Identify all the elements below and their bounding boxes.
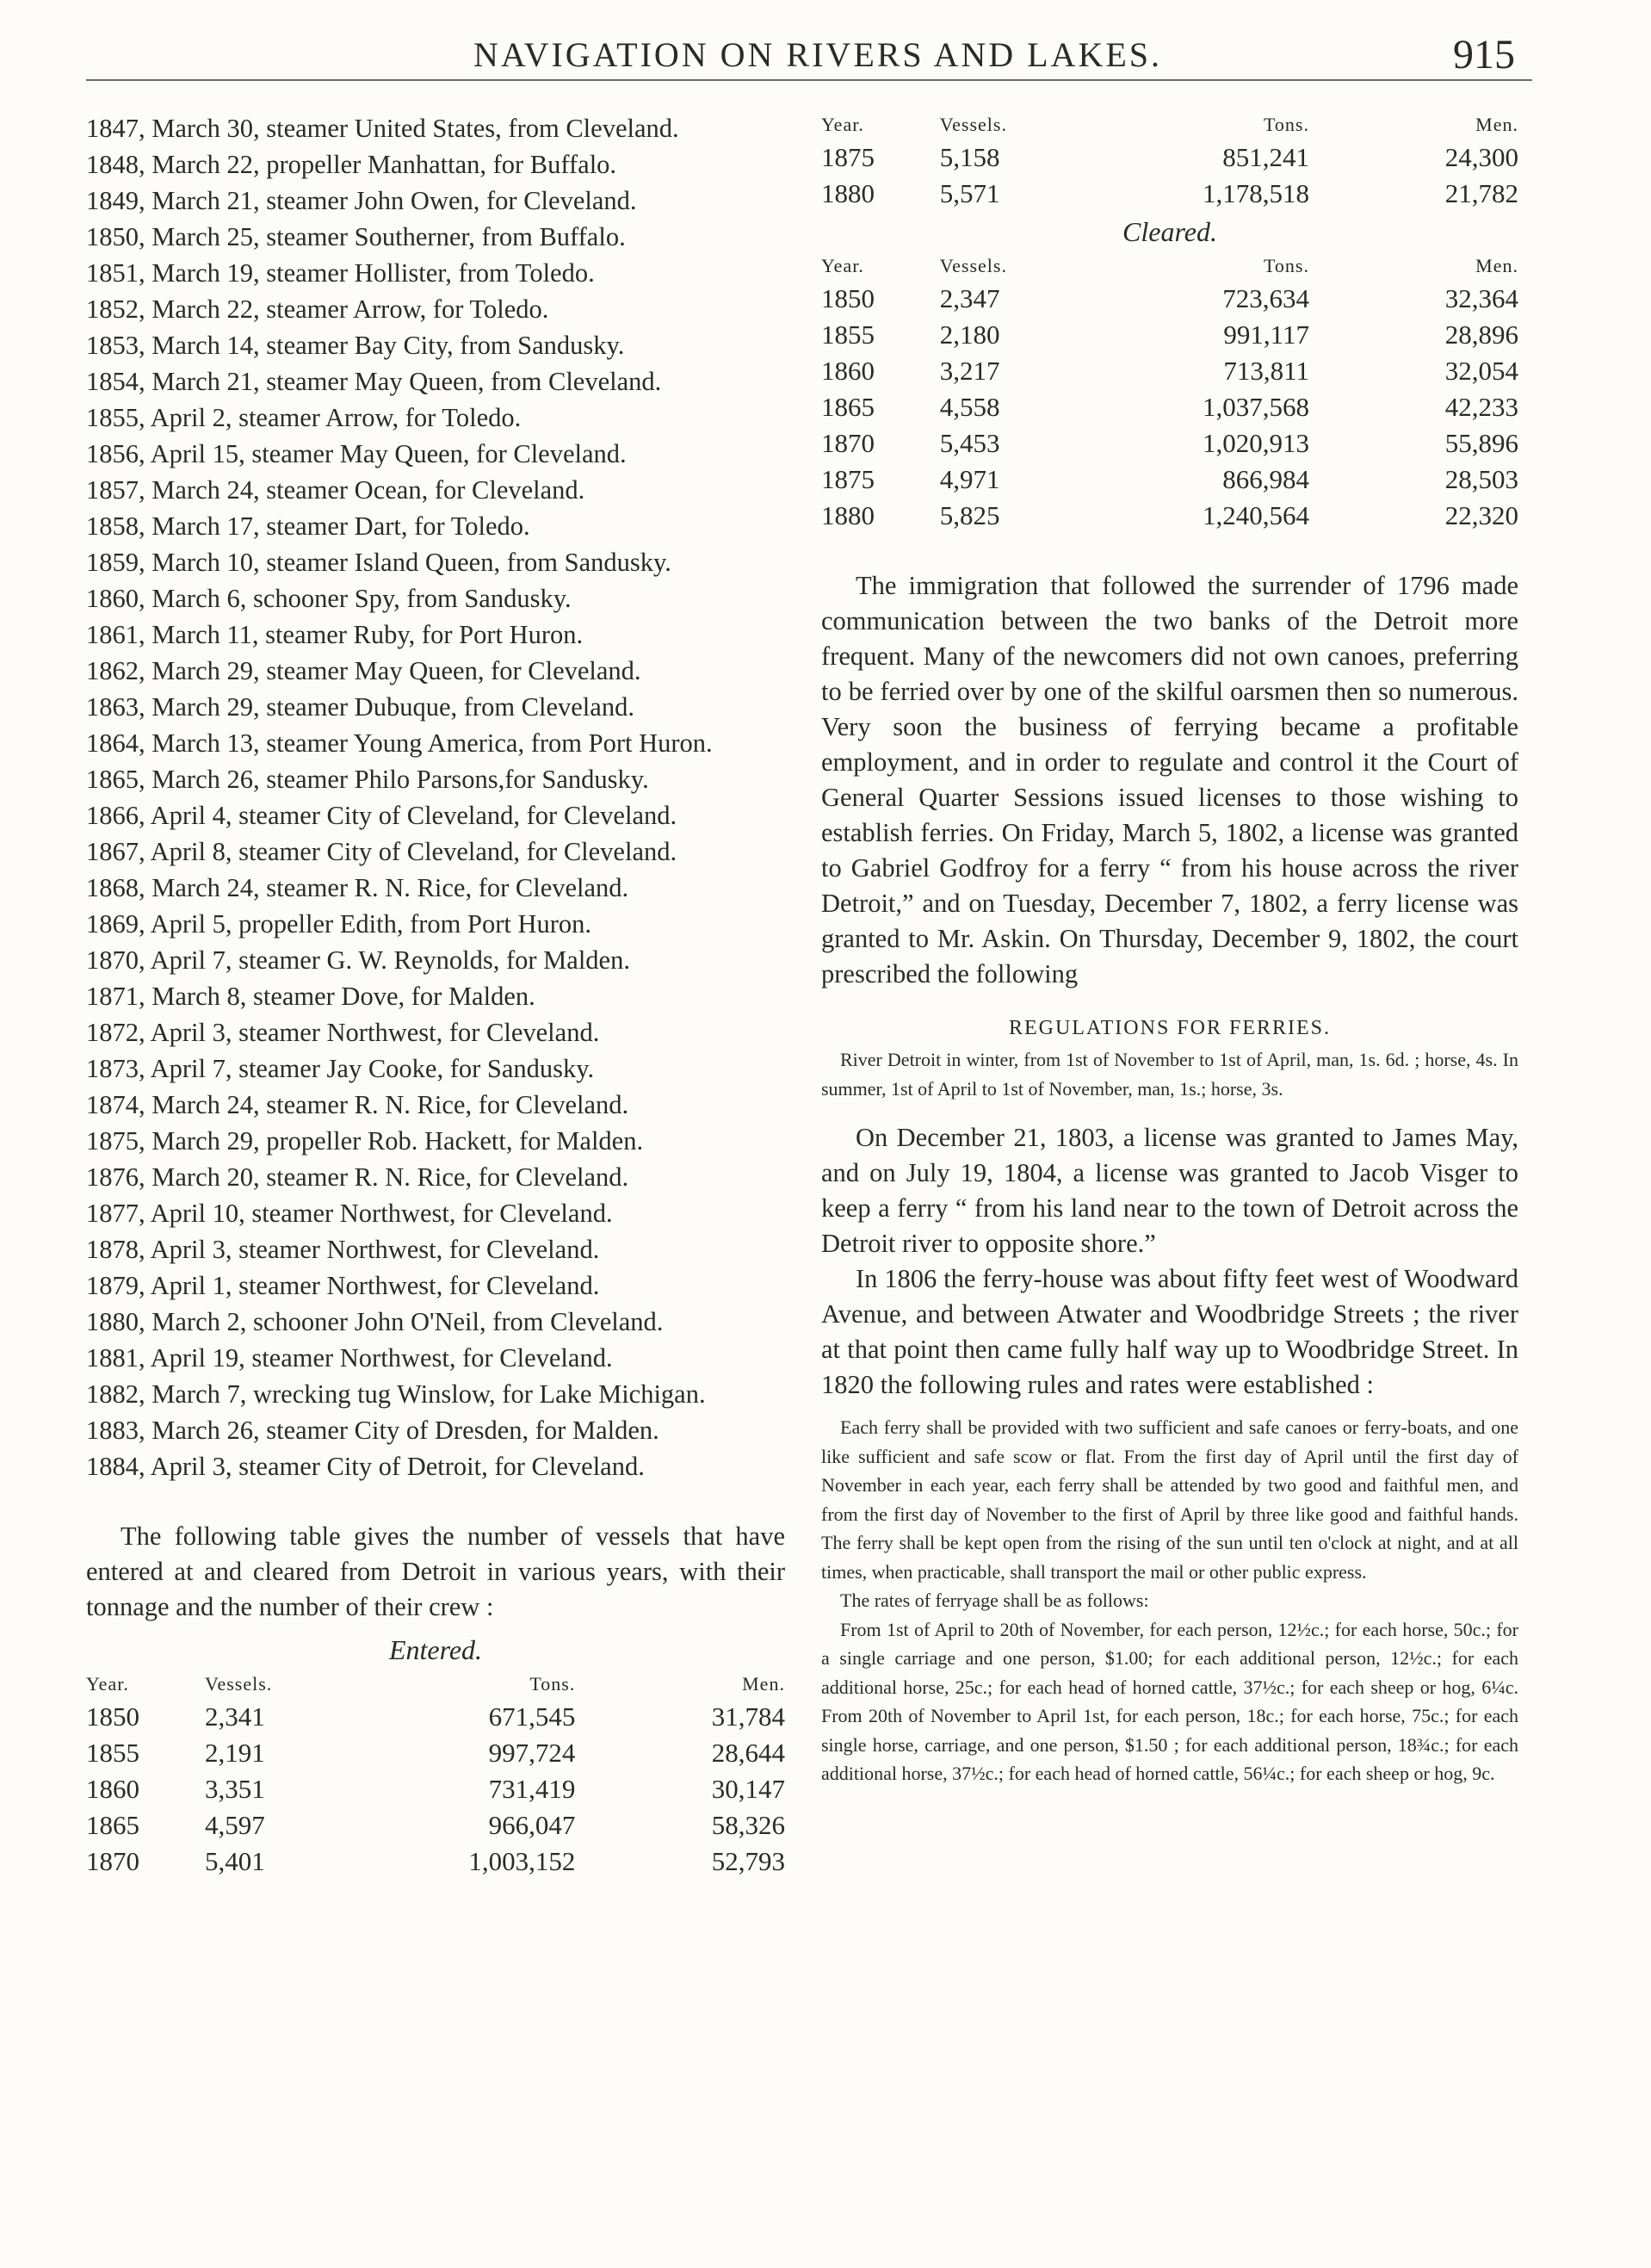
cell-men: 28,503: [1444, 464, 1518, 494]
entered-table-continued: [821, 110, 1518, 212]
cell-year: 1880: [821, 178, 875, 208]
table-row: [821, 139, 1518, 176]
cell-vessels: 5,401: [205, 1846, 265, 1876]
header-tons: Tons.: [529, 1673, 576, 1695]
list-item: 1870, April 7, steamer G. W. Reynolds, for Malden.: [86, 945, 630, 975]
regulations-heading: REGULATIONS FOR FERRIES.: [1008, 1017, 1332, 1039]
table-row: [821, 176, 1518, 212]
cell-vessels: 5,825: [939, 500, 1000, 530]
cell-men: 22,320: [1444, 500, 1518, 530]
cell-men: 52,793: [711, 1846, 785, 1876]
list-item: 1864, March 13, steamer Young America, from Port Huron.: [86, 728, 713, 758]
list-item: 1865, March 26, steamer Philo Parsons,for Sandusky.: [86, 765, 649, 794]
cell-tons: 966,047: [488, 1810, 576, 1840]
intro-paragraph: The following table gives the number of vessels that have entered at and cleared from Detroit in various years, with their tonnage and the number of their crew :: [86, 1521, 785, 1621]
list-item: 1857, March 24, steamer Ocean, for Cleveland.: [86, 475, 585, 505]
table-header: [86, 1670, 785, 1699]
cleared-caption: Cleared.: [1122, 216, 1217, 247]
list-item: 1884, April 3, steamer City of Detroit, for Cleveland.: [86, 1452, 645, 1481]
list-item: 1849, March 21, steamer John Owen, for Cleveland.: [86, 186, 637, 215]
cell-tons: 713,811: [1223, 356, 1309, 386]
list-item: 1860, March 6, schooner Spy, from Sandusky.: [86, 584, 572, 613]
cell-tons: 1,003,152: [468, 1846, 576, 1876]
table-row: [821, 498, 1518, 534]
regulations-text: River Detroit in winter, from 1st of November to 1st of April, man, 1s. 6d. ; horse, 4s. In summer, 1st of April to 1st of November, man, 1s.; horse, 3s.: [821, 1049, 1518, 1100]
cell-year: 1875: [821, 464, 875, 494]
cell-vessels: 3,217: [939, 356, 1000, 386]
list-item: 1856, April 15, steamer May Queen, for Cleveland.: [86, 439, 627, 468]
table-row: [86, 1699, 785, 1735]
header-year: Year.: [86, 1673, 129, 1695]
cell-men: 55,896: [1444, 428, 1518, 458]
cell-men: 24,300: [1444, 142, 1518, 172]
table-header: [821, 110, 1518, 139]
cell-men: 28,644: [711, 1738, 785, 1768]
list-item: 1852, March 22, steamer Arrow, for Toledo.: [86, 294, 549, 324]
cell-year: 1880: [821, 500, 875, 530]
list-item: 1878, April 3, steamer Northwest, for Cleveland.: [86, 1235, 600, 1264]
cleared-table: [821, 251, 1518, 534]
cell-tons: 1,178,518: [1202, 178, 1309, 208]
cell-year: 1870: [821, 428, 875, 458]
cell-year: 1850: [86, 1701, 139, 1732]
list-item: 1869, April 5, propeller Edith, from Port Huron.: [86, 909, 592, 939]
list-item: 1871, March 8, steamer Dove, for Malden.: [86, 982, 535, 1011]
list-item: 1866, April 4, steamer City of Cleveland, for Cleveland.: [86, 801, 677, 830]
cell-vessels: 5,571: [939, 178, 1000, 208]
list-item: 1859, March 10, steamer Island Queen, from Sandusky.: [86, 548, 671, 577]
cell-tons: 1,240,564: [1202, 500, 1309, 530]
cell-tons: 671,545: [488, 1701, 576, 1732]
table-row: [821, 425, 1518, 462]
cell-year: 1860: [821, 356, 875, 386]
cell-vessels: 5,158: [939, 142, 1000, 172]
entered-table: [86, 1670, 785, 1880]
page-number: 915: [1453, 32, 1515, 77]
list-item: 1882, March 7, wrecking tug Winslow, for Lake Michigan.: [86, 1379, 706, 1409]
table-row: [821, 317, 1518, 353]
list-item: 1861, March 11, steamer Ruby, for Port Huron.: [86, 620, 584, 649]
header-tons: Tons.: [1264, 255, 1309, 276]
list-item: 1847, March 30, steamer United States, from Cleveland.: [86, 114, 679, 143]
list-item: 1874, March 24, steamer R. N. Rice, for Cleveland.: [86, 1090, 629, 1119]
list-item: 1848, March 22, propeller Manhattan, for Buffalo.: [86, 150, 617, 179]
list-item: 1850, March 25, steamer Southerner, from Buffalo.: [86, 222, 626, 251]
table-header: [821, 251, 1518, 281]
cell-men: 21,782: [1444, 178, 1518, 208]
page-header: [121, 26, 1515, 77]
header-vessels: Vessels.: [939, 114, 1007, 135]
cell-year: 1855: [821, 319, 875, 350]
cell-men: 58,326: [711, 1810, 785, 1840]
cell-tons: 731,419: [488, 1774, 576, 1804]
cell-year: 1875: [821, 142, 875, 172]
header-vessels: Vessels.: [939, 255, 1007, 276]
list-item: 1858, March 17, steamer Dart, for Toledo.: [86, 511, 530, 541]
cell-year: 1855: [86, 1738, 139, 1768]
cell-year: 1865: [821, 392, 875, 422]
list-item: 1855, April 2, steamer Arrow, for Toledo.: [86, 403, 522, 432]
cell-year: 1850: [821, 283, 875, 313]
header-rule: [86, 79, 1532, 81]
list-item: 1883, March 26, steamer City of Dresden, for Malden.: [86, 1416, 659, 1445]
cell-tons: 851,241: [1222, 142, 1309, 172]
ferry-house-paragraph: In 1806 the ferry-house was about fifty feet west of Woodward Avenue, and between Atwater and Woodbridge Streets ; the river at that point then came fully half way up to Woodbridge Street. In 1820 the following rules and rates were established :: [821, 1264, 1518, 1399]
cell-tons: 866,984: [1222, 464, 1309, 494]
list-item: 1853, March 14, steamer Bay City, from Sandusky.: [86, 331, 625, 360]
table-row: [86, 1807, 785, 1844]
cell-tons: 723,634: [1222, 283, 1309, 313]
cell-vessels: 2,347: [939, 283, 1000, 313]
table-row: [86, 1735, 785, 1771]
list-item: 1875, March 29, propeller Rob. Hackett, for Malden.: [86, 1126, 644, 1156]
cell-year: 1865: [86, 1810, 139, 1840]
cell-vessels: 2,180: [939, 319, 1000, 350]
header-men: Men.: [1475, 255, 1518, 276]
cell-men: 32,364: [1444, 283, 1518, 313]
rates-text: From 1st of April to 20th of November, for each person, 12½c.; for each horse, 50c.; for a single carriage and one person, $1.00; for each additional person, 12½c.; for each additional horse, 25c.; for each head of horned cattle, 37½c.; for each sheep or hog, 6¼c. From 20th of November to April 1st, for each person, 18c.; for each horse, 75c.; for each single horse, carriage, and one person, $1.50 ; for each additional person, 18¾c.; for each additional horse, 37½c.; for each head of horned cattle, 56¼c.; for each sheep or hog, 9c.: [821, 1618, 1518, 1784]
list-item: 1879, April 1, steamer Northwest, for Cleveland.: [86, 1271, 600, 1300]
spacer: [86, 1484, 785, 1519]
list-item: 1877, April 10, steamer Northwest, for Cleveland.: [86, 1199, 613, 1228]
cell-men: 30,147: [711, 1774, 785, 1804]
list-item: 1881, April 19, steamer Northwest, for Cleveland.: [86, 1343, 613, 1373]
cell-tons: 991,117: [1223, 319, 1309, 350]
list-item: 1880, March 2, schooner John O'Neil, from Cleveland.: [86, 1307, 664, 1336]
steamer-list: [86, 110, 785, 1484]
list-item: 1872, April 3, steamer Northwest, for Cleveland.: [86, 1018, 600, 1047]
cell-men: 42,233: [1444, 392, 1518, 422]
right-column: [821, 110, 1518, 1788]
cell-men: 31,784: [711, 1701, 785, 1732]
table-row: [821, 281, 1518, 317]
list-item: 1863, March 29, steamer Dubuque, from Cleveland.: [86, 692, 634, 722]
list-item: 1876, March 20, steamer R. N. Rice, for Cleveland.: [86, 1162, 629, 1192]
list-item: 1862, March 29, steamer May Queen, for Cleveland.: [86, 656, 641, 685]
cell-year: 1870: [86, 1846, 139, 1876]
cell-vessels: 2,341: [205, 1701, 265, 1732]
cell-vessels: 4,971: [939, 464, 1000, 494]
cell-tons: 997,724: [488, 1738, 576, 1768]
table-row: [821, 462, 1518, 498]
cell-vessels: 2,191: [205, 1738, 265, 1768]
immigration-paragraph: The immigration that followed the surrender of 1796 made communication between the two banks of the Detroit more frequent. Many of the newcomers did not own canoes, preferring to be ferried over by one of the skilful oarsmen then so numerous. Very soon the business of ferrying became a profitable employment, and in order to regulate and control it the Court of General Quarter Sessions issued licenses to those wishing to establish ferries. On Friday, March 5, 1802, a license was granted to Gabriel Godfroy for a ferry “ from his house across the river Detroit,” and on Tuesday, December 7, 1802, a ferry license was granted to Mr. Askin. On Thursday, December 9, 1802, the court prescribed the following: [821, 571, 1518, 988]
header-year: Year.: [821, 255, 864, 276]
cell-vessels: 4,558: [939, 392, 1000, 422]
rates-heading: The rates of ferryage shall be as follows:: [840, 1589, 1149, 1611]
license-paragraph: On December 21, 1803, a license was granted to James May, and on July 19, 1804, a license was granted to Jacob Visger to keep a ferry “ from his land near to the town of Detroit across the Detroit river to opposite shore.”: [821, 1123, 1518, 1258]
cell-year: 1860: [86, 1774, 139, 1804]
cell-tons: 1,037,568: [1202, 392, 1309, 422]
cell-vessels: 3,351: [205, 1774, 265, 1804]
list-item: 1867, April 8, steamer City of Cleveland, for Cleveland.: [86, 837, 677, 866]
list-item: 1854, March 21, steamer May Queen, from Cleveland.: [86, 367, 662, 396]
left-column: [86, 110, 785, 1880]
rules-text: Each ferry shall be provided with two sufficient and safe canoes or ferry-boats, and one like sufficient and safe scow or flat. From the first day of April until the first day of November in each year, each ferry shall be attended by two good and faithful men, and from the first day of November to the first of April by three like good and faithful hands. The ferry shall be kept open from the rising of the sun until ten o'clock at night, and at all times, when practicable, shall transport the mail or other public express.: [821, 1416, 1518, 1583]
entered-caption: Entered.: [388, 1634, 483, 1665]
running-title: NAVIGATION ON RIVERS AND LAKES.: [473, 35, 1163, 74]
header-men: Men.: [742, 1673, 785, 1695]
header-tons: Tons.: [1264, 114, 1309, 135]
header-vessels: Vessels.: [205, 1673, 273, 1695]
cell-men: 32,054: [1444, 356, 1518, 386]
cell-men: 28,896: [1444, 319, 1518, 350]
list-item: 1851, March 19, steamer Hollister, from Toledo.: [86, 258, 595, 288]
cell-vessels: 5,453: [939, 428, 1000, 458]
table-row: [821, 389, 1518, 425]
table-row: [86, 1844, 785, 1880]
table-row: [821, 353, 1518, 389]
cell-vessels: 4,597: [205, 1810, 265, 1840]
list-item: 1868, March 24, steamer R. N. Rice, for Cleveland.: [86, 873, 629, 902]
header-year: Year.: [821, 114, 864, 135]
table-row: [86, 1771, 785, 1807]
header-men: Men.: [1475, 114, 1518, 135]
list-item: 1873, April 7, steamer Jay Cooke, for Sandusky.: [86, 1054, 595, 1083]
cell-tons: 1,020,913: [1202, 428, 1309, 458]
